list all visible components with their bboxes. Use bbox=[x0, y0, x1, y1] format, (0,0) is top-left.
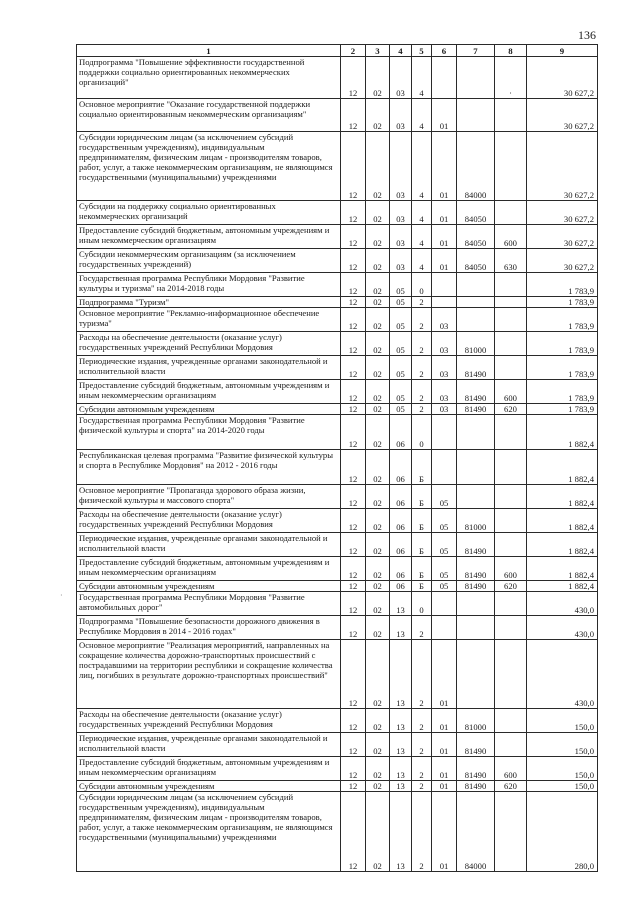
cell-kbk-section: 02 bbox=[366, 592, 390, 616]
table-row bbox=[77, 356, 598, 380]
column-header: 9 bbox=[527, 45, 598, 57]
cell-kbk-program: 03 bbox=[390, 99, 412, 132]
cell-kbk-activity: 05 bbox=[432, 557, 457, 581]
cell-expense-type: 600 bbox=[495, 380, 527, 404]
cell-kbk-program: 05 bbox=[390, 308, 412, 332]
cell-kbk-section: 02 bbox=[366, 297, 390, 308]
cell-kbk-program: 03 bbox=[390, 225, 412, 249]
cell-kbk-section: 02 bbox=[366, 709, 390, 733]
cell-name: Расходы на обеспечение деятельности (оказание услуг) государственных учреждений Республики Мордовия bbox=[77, 509, 341, 533]
cell-kbk-chapter: 12 bbox=[341, 616, 366, 640]
cell-kbk-program: 03 bbox=[390, 57, 412, 99]
cell-kbk-section: 02 bbox=[366, 308, 390, 332]
cell-kbk-chapter: 12 bbox=[341, 297, 366, 308]
table-row bbox=[77, 757, 598, 781]
cell-kbk-direction bbox=[457, 485, 495, 509]
cell-kbk-direction: 81490 bbox=[457, 380, 495, 404]
cell-kbk-activity: 01 bbox=[432, 99, 457, 132]
cell-kbk-section: 02 bbox=[366, 249, 390, 273]
cell-kbk-subprogram: 2 bbox=[412, 616, 432, 640]
table-row bbox=[77, 404, 598, 415]
cell-kbk-program: 05 bbox=[390, 356, 412, 380]
cell-kbk-direction: 84050 bbox=[457, 225, 495, 249]
cell-kbk-direction bbox=[457, 616, 495, 640]
cell-kbk-activity: 05 bbox=[432, 485, 457, 509]
cell-kbk-chapter: 12 bbox=[341, 308, 366, 332]
column-header: 4 bbox=[390, 45, 412, 57]
cell-kbk-program: 03 bbox=[390, 132, 412, 201]
cell-kbk-activity bbox=[432, 273, 457, 297]
cell-kbk-chapter: 12 bbox=[341, 557, 366, 581]
cell-kbk-subprogram: 2 bbox=[412, 640, 432, 709]
cell-kbk-chapter: 12 bbox=[341, 709, 366, 733]
cell-name: Субсидии некоммерческим организациям (за исключением государственных учреждений) bbox=[77, 249, 341, 273]
cell-amount: 1 783,9 bbox=[527, 273, 598, 297]
cell-kbk-direction: 81490 bbox=[457, 757, 495, 781]
cell-name: Государственная программа Республики Мордовия "Развитие физической культуры и спорта" на 2014-2020 годы bbox=[77, 415, 341, 450]
cell-amount: 1 882,4 bbox=[527, 450, 598, 485]
cell-name: Субсидии юридическим лицам (за исключением субсидий государственным учреждениям), индивидуальным предпринимателям, физическим лицам - производителям товаров, работ, услуг, а также некоммерческим организациям, не являющимся государственными (муниципальными) учреждениями bbox=[77, 132, 341, 201]
cell-name: Предоставление субсидий бюджетным, автономным учреждениям и иным некоммерческим организациям bbox=[77, 225, 341, 249]
cell-expense-type bbox=[495, 308, 527, 332]
column-header: 7 bbox=[457, 45, 495, 57]
cell-kbk-activity: 01 bbox=[432, 225, 457, 249]
cell-kbk-program: 13 bbox=[390, 792, 412, 872]
cell-kbk-chapter: 12 bbox=[341, 380, 366, 404]
cell-amount: 30 627,2 bbox=[527, 225, 598, 249]
cell-kbk-subprogram: Б bbox=[412, 533, 432, 557]
cell-expense-type bbox=[495, 509, 527, 533]
cell-kbk-activity: 05 bbox=[432, 509, 457, 533]
cell-kbk-section: 02 bbox=[366, 581, 390, 592]
cell-kbk-subprogram: 2 bbox=[412, 757, 432, 781]
cell-kbk-activity: 03 bbox=[432, 404, 457, 415]
cell-amount: 150,0 bbox=[527, 781, 598, 792]
cell-kbk-subprogram: 4 bbox=[412, 99, 432, 132]
cell-kbk-program: 13 bbox=[390, 616, 412, 640]
table-row bbox=[77, 249, 598, 273]
cell-kbk-chapter: 12 bbox=[341, 249, 366, 273]
cell-kbk-chapter: 12 bbox=[341, 225, 366, 249]
table-row bbox=[77, 132, 598, 201]
cell-amount: 430,0 bbox=[527, 616, 598, 640]
cell-kbk-subprogram: 4 bbox=[412, 249, 432, 273]
column-header: 6 bbox=[432, 45, 457, 57]
cell-expense-type: · bbox=[495, 57, 527, 99]
cell-kbk-activity: 01 bbox=[432, 792, 457, 872]
cell-expense-type: 600 bbox=[495, 557, 527, 581]
cell-kbk-direction: 81490 bbox=[457, 733, 495, 757]
cell-kbk-subprogram: Б bbox=[412, 557, 432, 581]
cell-kbk-activity: 01 bbox=[432, 249, 457, 273]
cell-kbk-activity bbox=[432, 57, 457, 99]
cell-kbk-activity: 01 bbox=[432, 781, 457, 792]
cell-amount: 1 783,9 bbox=[527, 308, 598, 332]
cell-kbk-program: 06 bbox=[390, 557, 412, 581]
cell-kbk-program: 05 bbox=[390, 404, 412, 415]
cell-kbk-direction bbox=[457, 415, 495, 450]
table-row bbox=[77, 533, 598, 557]
cell-kbk-chapter: 12 bbox=[341, 332, 366, 356]
cell-amount: 150,0 bbox=[527, 709, 598, 733]
cell-kbk-subprogram: 2 bbox=[412, 380, 432, 404]
cell-kbk-program: 13 bbox=[390, 733, 412, 757]
cell-kbk-section: 02 bbox=[366, 533, 390, 557]
cell-kbk-direction: 81000 bbox=[457, 332, 495, 356]
cell-kbk-direction: 81490 bbox=[457, 781, 495, 792]
cell-kbk-program: 05 bbox=[390, 273, 412, 297]
cell-name: Предоставление субсидий бюджетным, автономным учреждениям и иным некоммерческим организациям bbox=[77, 380, 341, 404]
cell-amount: 150,0 bbox=[527, 733, 598, 757]
cell-expense-type: 620 bbox=[495, 781, 527, 792]
table-row bbox=[77, 225, 598, 249]
cell-kbk-chapter: 12 bbox=[341, 757, 366, 781]
table-row bbox=[77, 297, 598, 308]
cell-kbk-chapter: 12 bbox=[341, 581, 366, 592]
cell-kbk-subprogram: Б bbox=[412, 581, 432, 592]
cell-expense-type: 600 bbox=[495, 225, 527, 249]
cell-amount: 30 627,2 bbox=[527, 249, 598, 273]
cell-name: Республиканская целевая программа "Развитие физической культуры и спорта в Республике Мордовия" на 2012 - 2016 годы bbox=[77, 450, 341, 485]
cell-expense-type: 620 bbox=[495, 404, 527, 415]
cell-kbk-program: 05 bbox=[390, 380, 412, 404]
cell-kbk-chapter: 12 bbox=[341, 273, 366, 297]
cell-kbk-section: 02 bbox=[366, 201, 390, 225]
cell-name: Подпрограмма "Повышение безопасности дорожного движения в Республике Мордовия в 2014 - 2016 годах" bbox=[77, 616, 341, 640]
table-row bbox=[77, 57, 598, 99]
table-row bbox=[77, 781, 598, 792]
column-header: 3 bbox=[366, 45, 390, 57]
cell-name: Подпрограмма "Повышение эффективности государственной поддержки социально ориентированных некоммерческих организаций" bbox=[77, 57, 341, 99]
cell-kbk-section: 02 bbox=[366, 485, 390, 509]
cell-kbk-subprogram: 2 bbox=[412, 297, 432, 308]
cell-kbk-section: 02 bbox=[366, 616, 390, 640]
cell-name: Основное мероприятие "Реализация мероприятий, направленных на сокращение количества дорожно-транспортных происшествий с пострадавшими на территории республики и сокращение количества лиц, погибших в результате дорожно-транспортных происшествий" bbox=[77, 640, 341, 709]
cell-kbk-activity bbox=[432, 415, 457, 450]
table-row bbox=[77, 581, 598, 592]
cell-kbk-chapter: 12 bbox=[341, 99, 366, 132]
margin-mark: · bbox=[60, 591, 63, 600]
cell-kbk-chapter: 12 bbox=[341, 592, 366, 616]
cell-kbk-subprogram: 2 bbox=[412, 733, 432, 757]
cell-name: Государственная программа Республики Мордовия "Развитие автомобильных дорог" bbox=[77, 592, 341, 616]
table-body bbox=[77, 57, 598, 872]
cell-kbk-activity: 01 bbox=[432, 709, 457, 733]
cell-kbk-section: 02 bbox=[366, 99, 390, 132]
cell-name: Субсидии автономным учреждениям bbox=[77, 781, 341, 792]
cell-amount: 30 627,2 bbox=[527, 57, 598, 99]
cell-kbk-activity: 03 bbox=[432, 356, 457, 380]
cell-kbk-chapter: 12 bbox=[341, 640, 366, 709]
cell-kbk-direction: 81490 bbox=[457, 533, 495, 557]
cell-kbk-program: 13 bbox=[390, 709, 412, 733]
cell-name: Основное мероприятие "Оказание государственной поддержки социально ориентированным некоммерческим организациям" bbox=[77, 99, 341, 132]
cell-expense-type: 630 bbox=[495, 249, 527, 273]
cell-kbk-direction bbox=[457, 273, 495, 297]
cell-kbk-activity: 03 bbox=[432, 332, 457, 356]
cell-kbk-activity: 05 bbox=[432, 533, 457, 557]
cell-kbk-section: 02 bbox=[366, 415, 390, 450]
table-row bbox=[77, 308, 598, 332]
table-row bbox=[77, 592, 598, 616]
cell-kbk-section: 02 bbox=[366, 57, 390, 99]
cell-amount: 280,0 bbox=[527, 792, 598, 872]
cell-kbk-activity: 05 bbox=[432, 581, 457, 592]
cell-kbk-subprogram: 2 bbox=[412, 709, 432, 733]
cell-kbk-direction: 81490 bbox=[457, 404, 495, 415]
cell-kbk-section: 02 bbox=[366, 733, 390, 757]
cell-kbk-subprogram: 2 bbox=[412, 332, 432, 356]
table-row bbox=[77, 640, 598, 709]
cell-name: Периодические издания, учрежденные органами законодательной и исполнительной власти bbox=[77, 733, 341, 757]
cell-name: Государственная программа Республики Мордовия "Развитие культуры и туризма" на 2014-2018 годы bbox=[77, 273, 341, 297]
cell-kbk-chapter: 12 bbox=[341, 509, 366, 533]
cell-kbk-subprogram: 0 bbox=[412, 415, 432, 450]
cell-kbk-chapter: 12 bbox=[341, 404, 366, 415]
cell-kbk-section: 02 bbox=[366, 273, 390, 297]
table-row bbox=[77, 201, 598, 225]
cell-kbk-direction bbox=[457, 99, 495, 132]
cell-expense-type bbox=[495, 332, 527, 356]
cell-kbk-direction bbox=[457, 57, 495, 99]
cell-kbk-direction: 84050 bbox=[457, 201, 495, 225]
cell-expense-type bbox=[495, 132, 527, 201]
cell-name: Периодические издания, учрежденные органами законодательной и исполнительной власти bbox=[77, 533, 341, 557]
cell-amount: 1 882,4 bbox=[527, 415, 598, 450]
cell-expense-type bbox=[495, 733, 527, 757]
table-row bbox=[77, 485, 598, 509]
cell-kbk-program: 13 bbox=[390, 640, 412, 709]
cell-kbk-direction: 81000 bbox=[457, 709, 495, 733]
cell-expense-type bbox=[495, 485, 527, 509]
cell-kbk-direction bbox=[457, 297, 495, 308]
cell-name: Подпрограмма "Туризм" bbox=[77, 297, 341, 308]
cell-expense-type bbox=[495, 99, 527, 132]
cell-kbk-subprogram: 4 bbox=[412, 201, 432, 225]
cell-kbk-activity bbox=[432, 297, 457, 308]
cell-kbk-program: 13 bbox=[390, 781, 412, 792]
cell-name: Предоставление субсидий бюджетным, автономным учреждениям и иным некоммерческим организациям bbox=[77, 757, 341, 781]
cell-amount: 1 882,4 bbox=[527, 557, 598, 581]
cell-kbk-subprogram: 4 bbox=[412, 57, 432, 99]
cell-expense-type: 620 bbox=[495, 581, 527, 592]
cell-expense-type bbox=[495, 356, 527, 380]
cell-kbk-subprogram: 4 bbox=[412, 132, 432, 201]
cell-kbk-activity: 01 bbox=[432, 132, 457, 201]
cell-name: Предоставление субсидий бюджетным, автономным учреждениям и иным некоммерческим организациям bbox=[77, 557, 341, 581]
cell-kbk-direction bbox=[457, 592, 495, 616]
column-header: 8 bbox=[495, 45, 527, 57]
cell-amount: 1 882,4 bbox=[527, 485, 598, 509]
table-row bbox=[77, 509, 598, 533]
cell-kbk-chapter: 12 bbox=[341, 450, 366, 485]
cell-kbk-subprogram: 0 bbox=[412, 273, 432, 297]
table-row bbox=[77, 273, 598, 297]
cell-kbk-subprogram: Б bbox=[412, 485, 432, 509]
cell-amount: 30 627,2 bbox=[527, 132, 598, 201]
cell-kbk-subprogram: 2 bbox=[412, 792, 432, 872]
cell-amount: 150,0 bbox=[527, 757, 598, 781]
cell-amount: 1 783,9 bbox=[527, 356, 598, 380]
cell-kbk-activity bbox=[432, 592, 457, 616]
cell-kbk-subprogram: 4 bbox=[412, 225, 432, 249]
cell-kbk-direction: 81490 bbox=[457, 557, 495, 581]
cell-expense-type bbox=[495, 533, 527, 557]
cell-kbk-direction: 84000 bbox=[457, 132, 495, 201]
cell-kbk-program: 06 bbox=[390, 450, 412, 485]
cell-kbk-direction: 81000 bbox=[457, 509, 495, 533]
cell-kbk-program: 06 bbox=[390, 485, 412, 509]
cell-kbk-subprogram: 2 bbox=[412, 308, 432, 332]
cell-expense-type bbox=[495, 640, 527, 709]
page-number: 136 bbox=[578, 28, 596, 42]
cell-amount: 1 882,4 bbox=[527, 533, 598, 557]
cell-kbk-direction: 81490 bbox=[457, 356, 495, 380]
table-row bbox=[77, 99, 598, 132]
cell-expense-type bbox=[495, 450, 527, 485]
cell-kbk-subprogram: Б bbox=[412, 450, 432, 485]
cell-expense-type bbox=[495, 616, 527, 640]
cell-kbk-section: 02 bbox=[366, 781, 390, 792]
table-header-row bbox=[77, 45, 598, 57]
cell-kbk-chapter: 12 bbox=[341, 201, 366, 225]
cell-kbk-section: 02 bbox=[366, 557, 390, 581]
cell-kbk-program: 06 bbox=[390, 415, 412, 450]
cell-kbk-subprogram: 2 bbox=[412, 356, 432, 380]
cell-kbk-program: 06 bbox=[390, 509, 412, 533]
cell-amount: 1 783,9 bbox=[527, 380, 598, 404]
cell-kbk-chapter: 12 bbox=[341, 781, 366, 792]
cell-kbk-subprogram: 2 bbox=[412, 404, 432, 415]
cell-name: Субсидии автономным учреждениям bbox=[77, 581, 341, 592]
cell-kbk-program: 13 bbox=[390, 757, 412, 781]
cell-kbk-section: 02 bbox=[366, 792, 390, 872]
cell-kbk-chapter: 12 bbox=[341, 733, 366, 757]
cell-name: Основное мероприятие "Рекламно-информационное обеспечение туризма" bbox=[77, 308, 341, 332]
cell-kbk-activity: 01 bbox=[432, 640, 457, 709]
cell-kbk-chapter: 12 bbox=[341, 792, 366, 872]
cell-amount: 30 627,2 bbox=[527, 99, 598, 132]
cell-kbk-activity bbox=[432, 450, 457, 485]
table-row bbox=[77, 415, 598, 450]
cell-expense-type bbox=[495, 201, 527, 225]
cell-amount: 1 882,4 bbox=[527, 581, 598, 592]
cell-expense-type bbox=[495, 592, 527, 616]
cell-kbk-program: 06 bbox=[390, 533, 412, 557]
cell-name: Расходы на обеспечение деятельности (оказание услуг) государственных учреждений Республики Мордовия bbox=[77, 709, 341, 733]
cell-kbk-program: 03 bbox=[390, 201, 412, 225]
cell-kbk-section: 02 bbox=[366, 640, 390, 709]
cell-kbk-section: 02 bbox=[366, 356, 390, 380]
cell-amount: 1 783,9 bbox=[527, 332, 598, 356]
cell-kbk-activity: 01 bbox=[432, 201, 457, 225]
table-row bbox=[77, 380, 598, 404]
cell-name: Расходы на обеспечение деятельности (оказание услуг) государственных учреждений Республики Мордовия bbox=[77, 332, 341, 356]
cell-kbk-direction: 84050 bbox=[457, 249, 495, 273]
cell-kbk-direction: 81490 bbox=[457, 581, 495, 592]
cell-kbk-chapter: 12 bbox=[341, 57, 366, 99]
cell-amount: 30 627,2 bbox=[527, 201, 598, 225]
cell-kbk-section: 02 bbox=[366, 225, 390, 249]
cell-name: Субсидии автономным учреждениям bbox=[77, 404, 341, 415]
column-header: 2 bbox=[341, 45, 366, 57]
cell-kbk-direction: 84000 bbox=[457, 792, 495, 872]
cell-name: Основное мероприятие "Пропаганда здорового образа жизни, физической культуры и массового спорта" bbox=[77, 485, 341, 509]
table-row bbox=[77, 616, 598, 640]
cell-name: Периодические издания, учрежденные органами законодательной и исполнительной власти bbox=[77, 356, 341, 380]
cell-kbk-program: 03 bbox=[390, 249, 412, 273]
table-row bbox=[77, 792, 598, 872]
cell-kbk-section: 02 bbox=[366, 404, 390, 415]
cell-expense-type: 600 bbox=[495, 757, 527, 781]
cell-kbk-direction bbox=[457, 640, 495, 709]
table-row bbox=[77, 557, 598, 581]
cell-kbk-section: 02 bbox=[366, 380, 390, 404]
cell-kbk-chapter: 12 bbox=[341, 132, 366, 201]
cell-amount: 430,0 bbox=[527, 592, 598, 616]
cell-kbk-chapter: 12 bbox=[341, 485, 366, 509]
cell-kbk-activity: 03 bbox=[432, 308, 457, 332]
cell-kbk-activity bbox=[432, 616, 457, 640]
cell-kbk-subprogram: Б bbox=[412, 509, 432, 533]
cell-kbk-subprogram: 2 bbox=[412, 781, 432, 792]
cell-kbk-program: 13 bbox=[390, 592, 412, 616]
column-header: 1 bbox=[77, 45, 341, 57]
table-row bbox=[77, 332, 598, 356]
cell-amount: 430,0 bbox=[527, 640, 598, 709]
cell-kbk-section: 02 bbox=[366, 450, 390, 485]
cell-kbk-program: 05 bbox=[390, 332, 412, 356]
cell-name: Субсидии юридическим лицам (за исключением субсидий государственным учреждениям), индивидуальным предпринимателям, физическим лицам - производителям товаров, работ, услуг, а также некоммерческим организациям, не являющимся государственными (муниципальными) учреждениями bbox=[77, 792, 341, 872]
cell-amount: 1 783,9 bbox=[527, 404, 598, 415]
cell-kbk-program: 05 bbox=[390, 297, 412, 308]
cell-amount: 1 882,4 bbox=[527, 509, 598, 533]
cell-kbk-program: 06 bbox=[390, 581, 412, 592]
cell-expense-type bbox=[495, 709, 527, 733]
cell-kbk-chapter: 12 bbox=[341, 356, 366, 380]
cell-kbk-chapter: 12 bbox=[341, 533, 366, 557]
cell-amount: 1 783,9 bbox=[527, 297, 598, 308]
column-header: 5 bbox=[412, 45, 432, 57]
cell-kbk-section: 02 bbox=[366, 132, 390, 201]
cell-name: Субсидии на поддержку социально ориентированных некоммерческих организаций bbox=[77, 201, 341, 225]
cell-kbk-section: 02 bbox=[366, 332, 390, 356]
table-row bbox=[77, 450, 598, 485]
table-row bbox=[77, 733, 598, 757]
cell-kbk-subprogram: 0 bbox=[412, 592, 432, 616]
cell-kbk-section: 02 bbox=[366, 509, 390, 533]
cell-expense-type bbox=[495, 792, 527, 872]
cell-expense-type bbox=[495, 273, 527, 297]
cell-kbk-activity: 03 bbox=[432, 380, 457, 404]
cell-kbk-direction bbox=[457, 308, 495, 332]
cell-kbk-activity: 01 bbox=[432, 757, 457, 781]
budget-table bbox=[76, 44, 598, 872]
cell-expense-type bbox=[495, 297, 527, 308]
cell-kbk-activity: 01 bbox=[432, 733, 457, 757]
cell-kbk-chapter: 12 bbox=[341, 415, 366, 450]
cell-expense-type bbox=[495, 415, 527, 450]
cell-kbk-direction bbox=[457, 450, 495, 485]
table-row bbox=[77, 709, 598, 733]
cell-kbk-section: 02 bbox=[366, 757, 390, 781]
